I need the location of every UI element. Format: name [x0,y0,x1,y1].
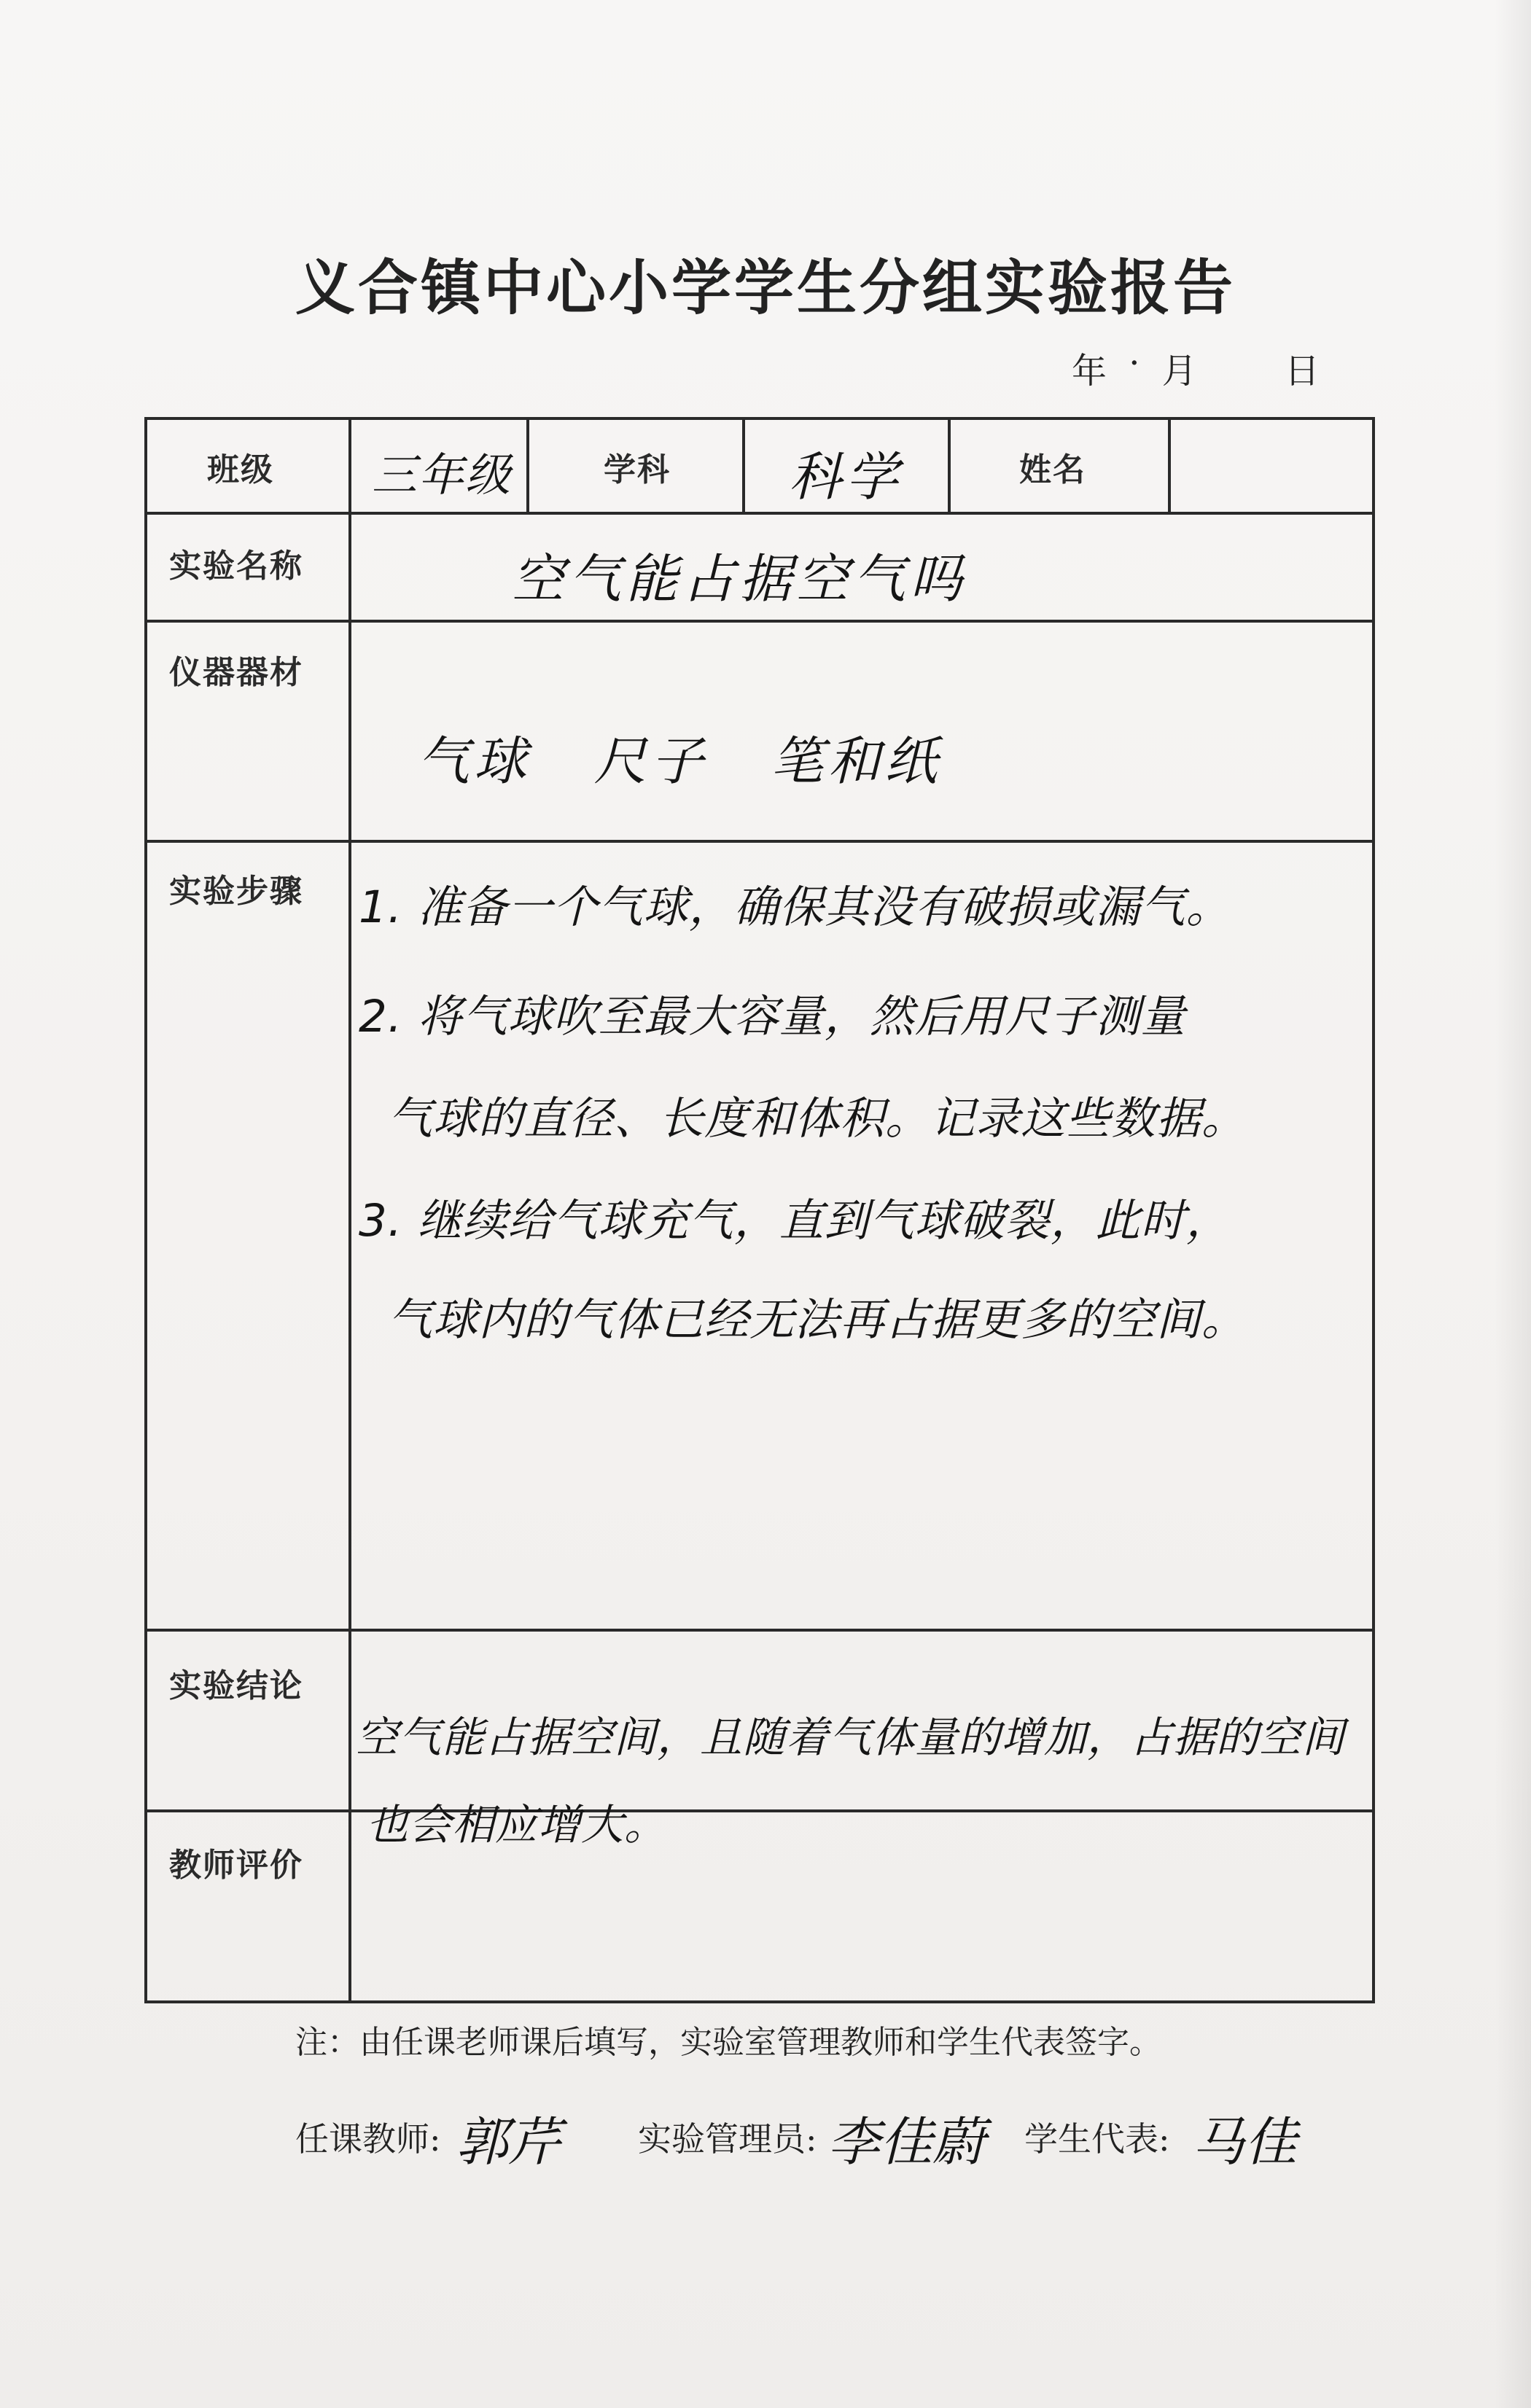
report-form-table [144,417,1375,2003]
row-divider [147,1629,1372,1632]
lab-admin-signature-label: 实验管理员: [638,2119,817,2159]
page-shadow [1495,0,1531,2408]
cell-divider [1168,420,1171,512]
signature-row [295,2100,1374,2187]
student-rep-signature: 马佳 [1192,2111,1298,2173]
cell-divider [948,420,951,512]
row-divider [147,1809,1372,1812]
name-label: 姓名 [1019,451,1086,488]
subject-label: 学科 [604,451,671,488]
subject-value: 科学 [789,446,903,507]
step-line: 气球的直径、长度和体积。记录这些数据。 [388,1093,1247,1145]
teacher-signature-label: 任课教师: [295,2119,441,2159]
experiment-name-value: 空气能占据空气吗 [512,548,967,609]
experiment-name-label: 实验名称 [169,548,303,585]
date-dot: · [1129,343,1140,383]
step-line: 气球内的气体已经无法再占据更多的空间。 [388,1294,1247,1346]
date-month-label: 月 [1161,351,1197,391]
lab-admin-signature: 李佳蔚 [827,2111,986,2173]
step-line: 1. 准备一个气球，确保其没有破损或漏气。 [359,881,1231,933]
teacher-eval-label: 教师评价 [169,1847,303,1884]
cell-divider [526,420,529,512]
conclusion-line: 空气能占据空间，且随着气体量的增加，占据的空间 [356,1713,1346,1762]
cell-divider [742,420,745,512]
row-divider [147,620,1372,623]
step-line: 2. 将气球吹至最大容量，然后用尺子测量 [359,991,1186,1043]
teacher-signature: 郭芹 [456,2111,561,2173]
conclusion-label: 实验结论 [169,1667,303,1704]
equipment-value: 气球 尺子 笔和纸 [417,730,942,792]
step-line: 3. 继续给气球充气，直到气球破裂，此时， [359,1195,1231,1247]
report-title: 义合镇中心小学学生分组实验报告 [295,253,1236,323]
row-divider [147,512,1372,515]
date-day-label: 日 [1284,351,1320,391]
conclusion-line: 也会相应增大。 [366,1800,668,1850]
footnote: 注：由任课老师课后填写，实验室管理教师和学生代表签字。 [295,2024,1161,2061]
label-column-divider [348,420,351,2003]
steps-label: 实验步骤 [169,873,303,910]
date-year-label: 年 [1072,351,1107,391]
date-line [1072,343,1320,393]
class-value: 三年级 [372,448,513,502]
row-divider [147,840,1372,843]
class-label: 班级 [207,451,274,488]
equipment-label: 仪器器材 [169,654,303,691]
student-rep-signature-label: 学生代表: [1024,2119,1170,2159]
